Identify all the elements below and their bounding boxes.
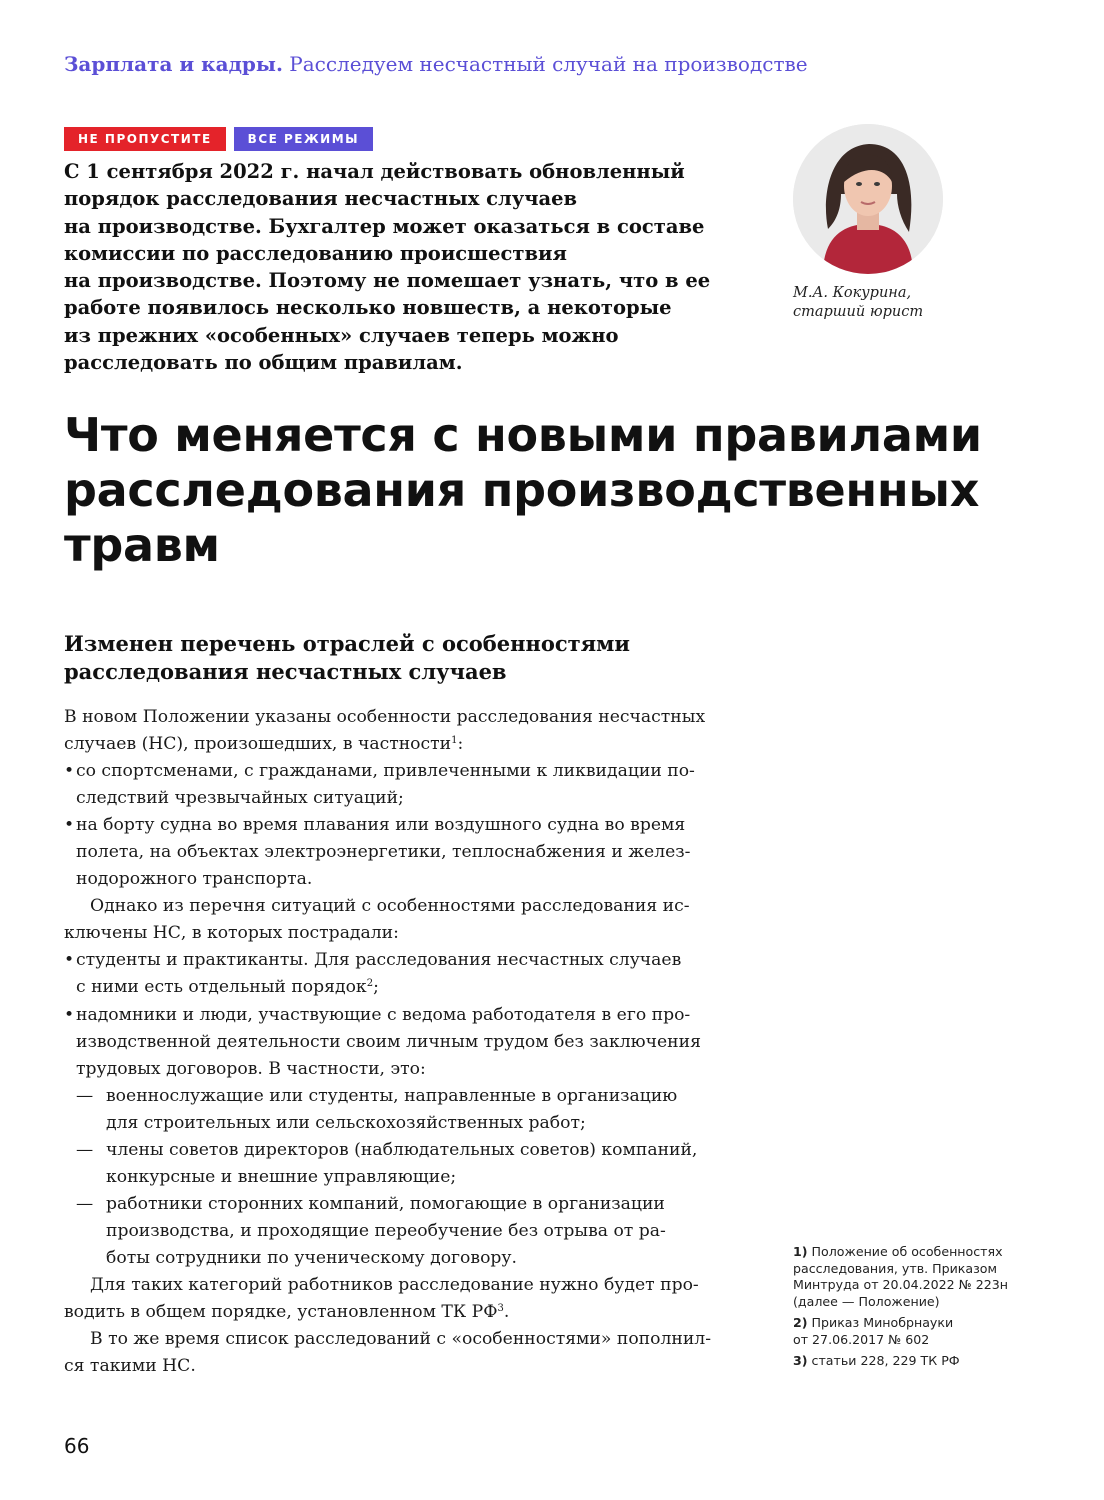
footnote-ref: 1 xyxy=(451,735,458,747)
bullet-marker: • xyxy=(64,761,75,782)
running-head xyxy=(64,52,808,76)
lead-line: порядок расследования несчастных случаев xyxy=(64,187,578,211)
lead-line: из прежних «особенных» случаев теперь можно xyxy=(64,323,619,347)
dash-item: — работники сторонних компаний, помогающие в организации xyxy=(64,1191,754,1218)
bullet-line: полета, на объектах электроэнергетики, теплоснабжения и желез- xyxy=(76,842,691,863)
dash-line: производства, и проходящие переобучение без отрыва от ра- xyxy=(106,1220,666,1241)
bullet-item: • со спортсменами, с гражданами, привлеченными к ликвидации по- xyxy=(64,758,754,785)
author-portrait-image xyxy=(793,124,943,274)
bullet-line: следствий чрезвычайных ситуаций; xyxy=(76,788,404,809)
footnote-number: 1) xyxy=(793,1244,808,1259)
subheading-line: расследования несчастных случаев xyxy=(64,659,507,684)
paragraph-line: водить в общем порядке, установленном ТК $РФ^3$. xyxy=(64,1302,510,1323)
page-number: 66 xyxy=(64,1434,90,1458)
paragraph-line: Для таких категорий работников расследование нужно будет про- xyxy=(90,1274,699,1295)
footnote: 2) Приказ Минобрнауки от 27.06.2017 № 602 xyxy=(793,1315,954,1347)
title-line: Что меняется с новыми правилами xyxy=(64,408,982,462)
bullet-line: изводственной деятельности своим личным трудом без заключения xyxy=(76,1031,701,1052)
bullet-marker: • xyxy=(64,1004,75,1025)
lead-line: на производстве. Поэтому не помешает узнать, что в ее xyxy=(64,269,711,293)
author-photo xyxy=(793,124,943,274)
footnotes xyxy=(793,1244,1033,1375)
lead-line: на производстве. Бухгалтер может оказаться в составе xyxy=(64,214,705,238)
badge-row xyxy=(64,127,373,151)
section-name: Зарплата и кадры. xyxy=(64,52,283,76)
dash-marker: — xyxy=(76,1139,94,1160)
article-body xyxy=(64,704,754,1380)
paragraph-line: В то же время список расследований с «особенностями» пополнил- xyxy=(90,1329,712,1350)
author-position: старший юрист xyxy=(793,304,924,320)
bullet-line: с ними есть отдельный порядок$^2$; xyxy=(76,977,379,998)
dash-item: — военнослужащие или студенты, направленные в организацию xyxy=(64,1083,754,1110)
lead-line: работе появилось несколько новшеств, а некоторые xyxy=(64,296,672,320)
bullet-line: трудовых договоров. В частности, это: xyxy=(76,1058,426,1079)
author-caption xyxy=(793,284,923,322)
dash-line: конкурсные и внешние управляющие; xyxy=(106,1166,457,1187)
lead-line: С 1 сентября 2022 г. начал действовать обновленный xyxy=(64,160,685,183)
footnote: 1) Положение об особенностях расследования, утв. Приказом Минтруда от 20.04.2022 № 223н (далее — Положение) xyxy=(793,1244,1009,1309)
badge-all-regimes: ВСЕ РЕЖИМЫ xyxy=(234,127,373,151)
bullet-item: • студенты и практиканты. Для расследования несчастных случаев xyxy=(64,947,754,974)
bullet-marker: • xyxy=(64,950,75,971)
bullet-line: нодорожного транспорта. xyxy=(76,869,313,890)
dash-line: для строительных или сельскохозяйственных работ; xyxy=(106,1112,586,1133)
dash-line: боты сотрудники по ученическому договору. xyxy=(106,1247,518,1268)
badge-dont-miss: НЕ ПРОПУСТИТЕ xyxy=(64,127,226,151)
paragraph-line: ся такими НС. xyxy=(64,1356,196,1377)
dash-marker: — xyxy=(76,1193,94,1214)
dash-marker: — xyxy=(76,1085,94,1106)
footnote: 3) статьи 228, 229 ТК РФ xyxy=(793,1353,960,1368)
lead-paragraph xyxy=(64,158,764,376)
footnote-ref: 3 xyxy=(497,1303,504,1315)
paragraph-line: ключены НС, в которых пострадали: xyxy=(64,923,399,944)
lead-line: расследовать по общим правилам. xyxy=(64,351,463,375)
body-line: В новом Положении указаны особенности расследования несчастных xyxy=(64,707,706,727)
body-line: случаев (НС), произошедших, в частности$^1$: xyxy=(64,734,464,755)
bullet-marker: • xyxy=(64,815,75,836)
paragraph-line: Однако из перечня ситуаций с особенностями расследования ис- xyxy=(90,896,690,917)
section-topic: Расследуем несчастный случай на производстве xyxy=(289,52,808,76)
footnote-number: 3) xyxy=(793,1353,808,1368)
bullet-item: • на борту судна во время плавания или воздушного судна во время xyxy=(64,812,754,839)
author-name: М.А. Кокурина, xyxy=(793,285,912,301)
article-title xyxy=(64,408,982,573)
footnote-number: 2) xyxy=(793,1315,808,1330)
lead-line: комиссии по расследованию происшествия xyxy=(64,241,567,265)
dash-item: — члены советов директоров (наблюдательных советов) компаний, xyxy=(64,1137,754,1164)
title-line: травм xyxy=(64,518,220,572)
subheading-line: Изменен перечень отраслей с особенностями xyxy=(64,631,630,656)
footnote-ref: 2 xyxy=(366,978,374,990)
section-subheading xyxy=(64,630,630,686)
bullet-item: • надомники и люди, участвующие с ведома работодателя в его про- xyxy=(64,1002,754,1029)
title-line: расследования производственных xyxy=(64,463,980,517)
